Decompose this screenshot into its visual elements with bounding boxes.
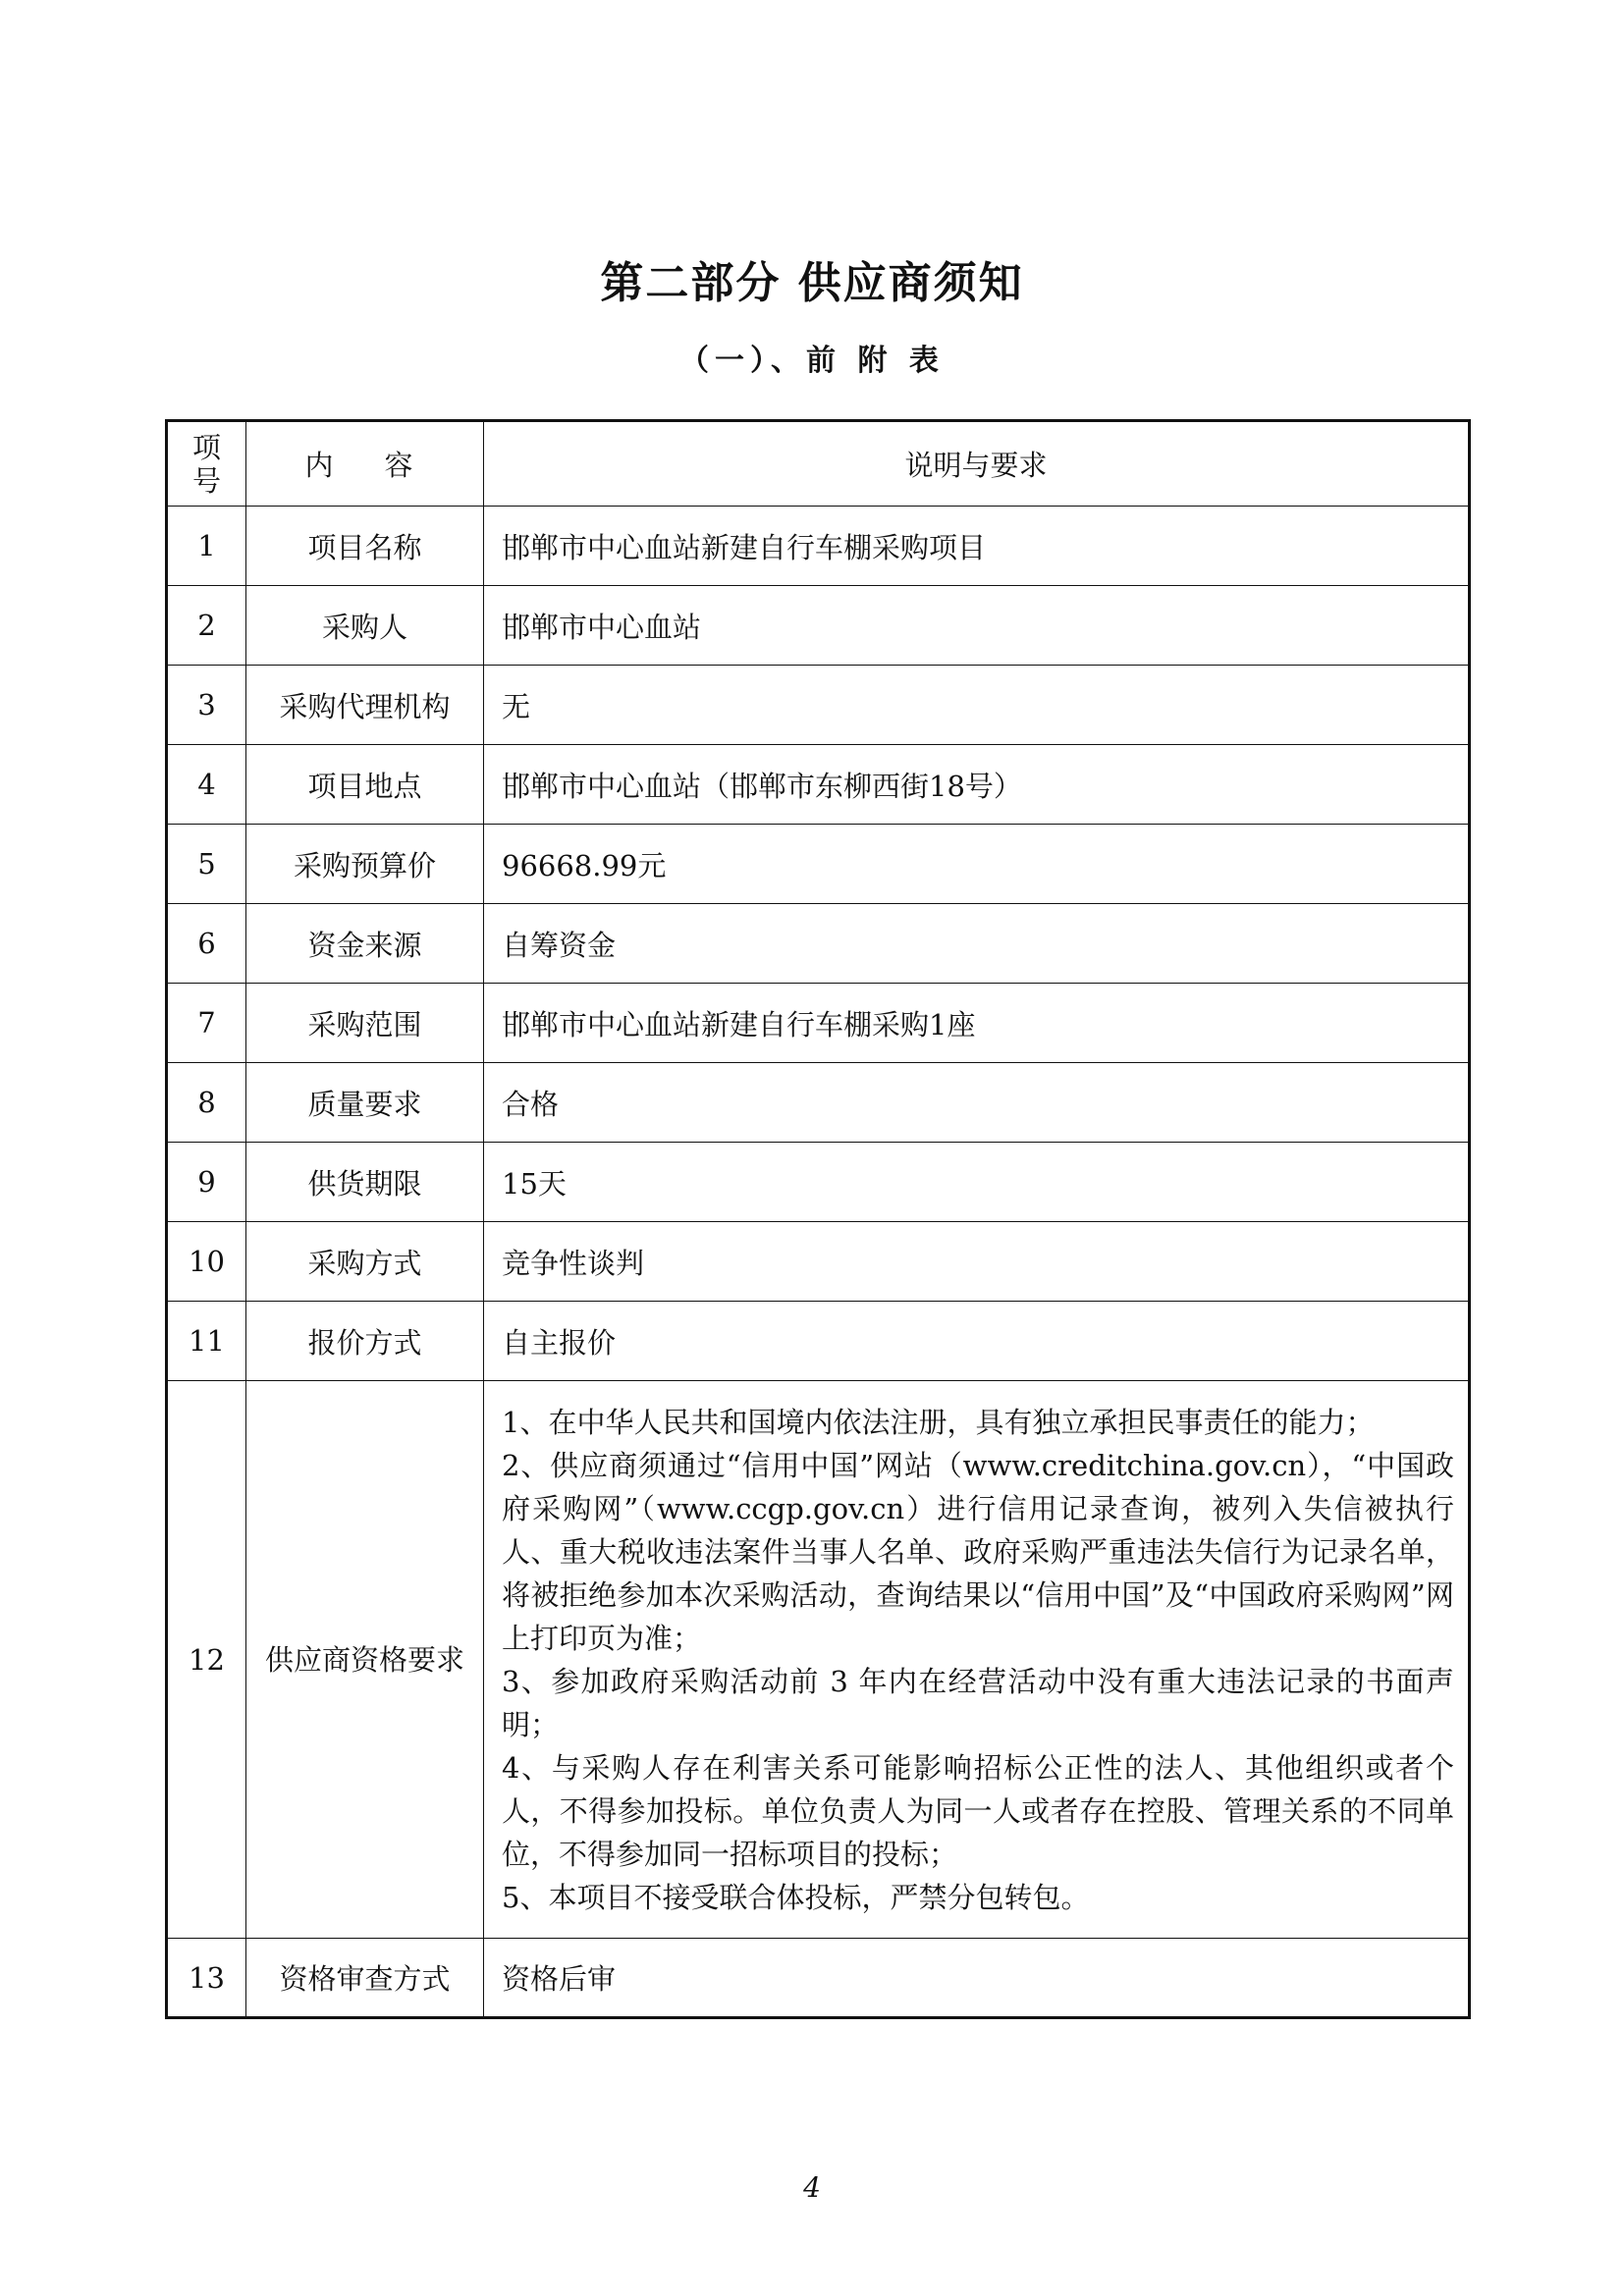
table-header-row xyxy=(167,421,1470,507)
table-row xyxy=(167,745,1470,825)
header-description: 说明与要求 xyxy=(484,421,1470,507)
row-number: 9 xyxy=(167,1143,246,1222)
qualification-requirements xyxy=(484,1381,1470,1939)
row-number: 11 xyxy=(167,1302,246,1381)
row-description: 邯郸市中心血站（邯郸市东柳西街18号） xyxy=(484,745,1470,825)
table-row xyxy=(167,507,1470,586)
row-number: 8 xyxy=(167,1063,246,1143)
requirement-item: 5、本项目不接受联合体投标，严禁分包转包。 xyxy=(502,1880,1090,1914)
row-number: 2 xyxy=(167,586,246,666)
row-content: 采购范围 xyxy=(246,984,484,1063)
requirement-item: 3、参加政府采购活动前 3 年内在经营活动中没有重大违法记录的书面声明； xyxy=(502,1664,1454,1741)
header-content: 内容 xyxy=(246,421,484,507)
row-content: 采购方式 xyxy=(246,1222,484,1302)
row-number: 3 xyxy=(167,666,246,745)
requirement-item: 4、与采购人存在利害关系可能影响招标公正性的法人、其他组织或者个人，不得参加投标。单位负责人为同一人或者存在控股、管理关系的不同单位，不得参加同一招标项目的投标； xyxy=(502,1750,1454,1871)
table-row xyxy=(167,586,1470,666)
row-description: 合格 xyxy=(484,1063,1470,1143)
table-row xyxy=(167,666,1470,745)
table-row xyxy=(167,1222,1470,1302)
row-number: 7 xyxy=(167,984,246,1063)
row-number: 13 xyxy=(167,1939,246,2018)
row-description: 资格后审 xyxy=(484,1939,1470,2018)
row-description: 无 xyxy=(484,666,1470,745)
table-row xyxy=(167,1143,1470,1222)
header-item-number-char-1: 项 xyxy=(191,430,221,464)
row-number: 5 xyxy=(167,825,246,904)
row-description: 邯郸市中心血站 xyxy=(484,586,1470,666)
table-row xyxy=(167,904,1470,984)
row-content: 资金来源 xyxy=(246,904,484,984)
row-description: 竞争性谈判 xyxy=(484,1222,1470,1302)
header-item-number xyxy=(167,421,246,507)
row-description: 15天 xyxy=(484,1143,1470,1222)
row-description: 邯郸市中心血站新建自行车棚采购1座 xyxy=(484,984,1470,1063)
table-row xyxy=(167,825,1470,904)
row-content: 项目名称 xyxy=(246,507,484,586)
row-description: 邯郸市中心血站新建自行车棚采购项目 xyxy=(484,507,1470,586)
row-number: 10 xyxy=(167,1222,246,1302)
row-content: 采购人 xyxy=(246,586,484,666)
requirement-item: 2、供应商须通过“信用中国”网站（www.creditchina.gov.cn），“中国政府采购网”（www.ccgp.gov.cn）进行信用记录查询，被列入失信被执行人、重大税收违法案件当事人名单、政府采购严重违法失信行为记录名单，将被拒绝参加本次采购活动，查询结果以“信用中国”及“中国政府采购网”网上打印页为准； xyxy=(502,1448,1454,1655)
header-item-number-char-2: 号 xyxy=(191,463,221,498)
row-number: 4 xyxy=(167,745,246,825)
table-row xyxy=(167,984,1470,1063)
row-content: 采购预算价 xyxy=(246,825,484,904)
row-number: 1 xyxy=(167,507,246,586)
row-content: 资格审查方式 xyxy=(246,1939,484,2018)
row-content: 采购代理机构 xyxy=(246,666,484,745)
row-description: 自主报价 xyxy=(484,1302,1470,1381)
table-row xyxy=(167,1381,1470,1939)
row-content: 报价方式 xyxy=(246,1302,484,1381)
table-row xyxy=(167,1302,1470,1381)
row-description: 自筹资金 xyxy=(484,904,1470,984)
row-content: 供货期限 xyxy=(246,1143,484,1222)
requirement-item: 1、在中华人民共和国境内依法注册，具有独立承担民事责任的能力； xyxy=(502,1405,1375,1439)
page-number: 4 xyxy=(803,2171,821,2204)
row-content: 供应商资格要求 xyxy=(246,1381,484,1939)
page-title: 第二部分 供应商须知 xyxy=(600,258,1024,308)
row-number: 12 xyxy=(167,1381,246,1939)
row-description: 96668.99元 xyxy=(484,825,1470,904)
row-content: 项目地点 xyxy=(246,745,484,825)
table-row xyxy=(167,1063,1470,1143)
table-row xyxy=(167,1939,1470,2018)
appendix-table xyxy=(165,419,1471,2019)
section-subtitle: （一）、前 附 表 xyxy=(679,344,945,378)
row-content: 质量要求 xyxy=(246,1063,484,1143)
row-number: 6 xyxy=(167,904,246,984)
